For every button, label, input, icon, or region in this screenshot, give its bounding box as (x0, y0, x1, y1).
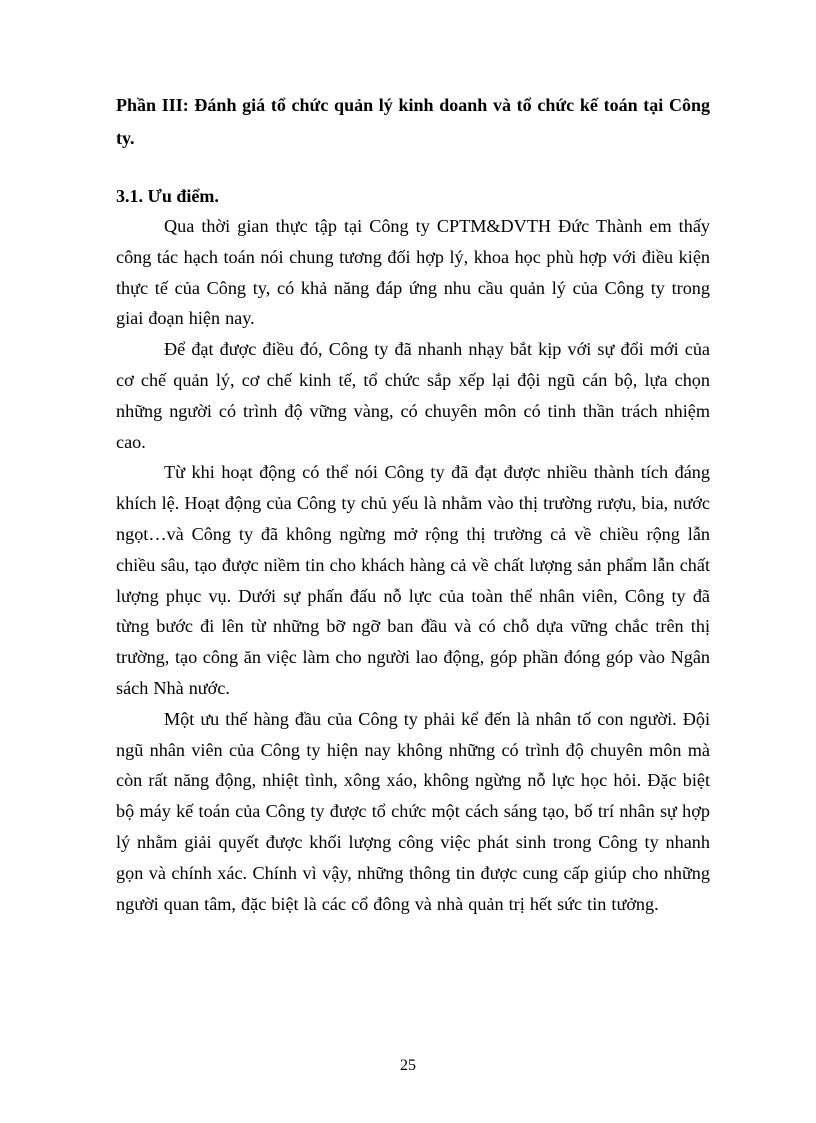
paragraph: Để đạt được điều đó, Công ty đã nhanh nhạy bắt kịp với sự đổi mới của cơ chế quản lý, cơ chế kinh tế, tổ chức sắp xếp lại đội ngũ cán bộ, lựa chọn những người có trình độ vững vàng, có chuyên môn có tinh thần trách nhiệm cao. (116, 339, 710, 452)
page-number: 25 (400, 1057, 416, 1074)
paragraph: Một ưu thế hàng đầu của Công ty phải kể đến là nhân tố con người. Đội ngũ nhân viên của Công ty hiện nay không những có trình độ chuyên môn mà còn rất năng động, nhiệt tình, xông xáo, không ngừng nỗ lực học hỏi. Đặc biệt bộ máy kế toán của Công ty được tổ chức một cách sáng tạo, bố trí nhân sự hợp lý nhằm giải quyết được khối lượng công việc phát sinh trong Công ty nhanh gọn và chính xác. Chính vì vậy, những thông tin được cung cấp giúp cho những người quan tâm, đặc biệt là các cổ đông và nhà quản trị hết sức tin tưởng. (116, 708, 710, 914)
body-text (116, 211, 710, 919)
paragraph: Từ khi hoạt động có thể nói Công ty đã đạt được nhiều thành tích đáng khích lệ. Hoạt động của Công ty chủ yếu là nhằm vào thị trường rượu, bia, nước ngọt…và Công ty đã không ngừng mở rộng thị trường cả về chiều rộng lẫn chiều sâu, tạo được niềm tin cho khách hàng cả về chất lượng sản phẩm lẫn chất lượng phục vụ. Dưới sự phấn đấu nỗ lực của toàn thể nhân viên, Công ty đã từng bước đi lên từ những bỡ ngỡ ban đầu và có chỗ dựa vững chắc trên thị trường, tạo công ăn việc làm cho người lao động, góp phần đóng góp vào Ngân sách Nhà nước. (116, 462, 710, 698)
section-title: Phần III: Đánh giá tổ chức quản lý kinh doanh và tổ chức kế toán tại Công ty. (116, 95, 710, 148)
paragraph: Qua thời gian thực tập tại Công ty CPTM&DVTH Đức Thành em thấy công tác hạch toán nói chung tương đối hợp lý, khoa học phù hợp với điều kiện thực tế của Công ty, có khả năng đáp ứng nhu cầu quản lý của Công ty trong giai đoạn hiện nay. (116, 216, 710, 329)
subsection-title: 3.1. Ưu điểm. (116, 186, 219, 206)
page-content (116, 89, 710, 919)
